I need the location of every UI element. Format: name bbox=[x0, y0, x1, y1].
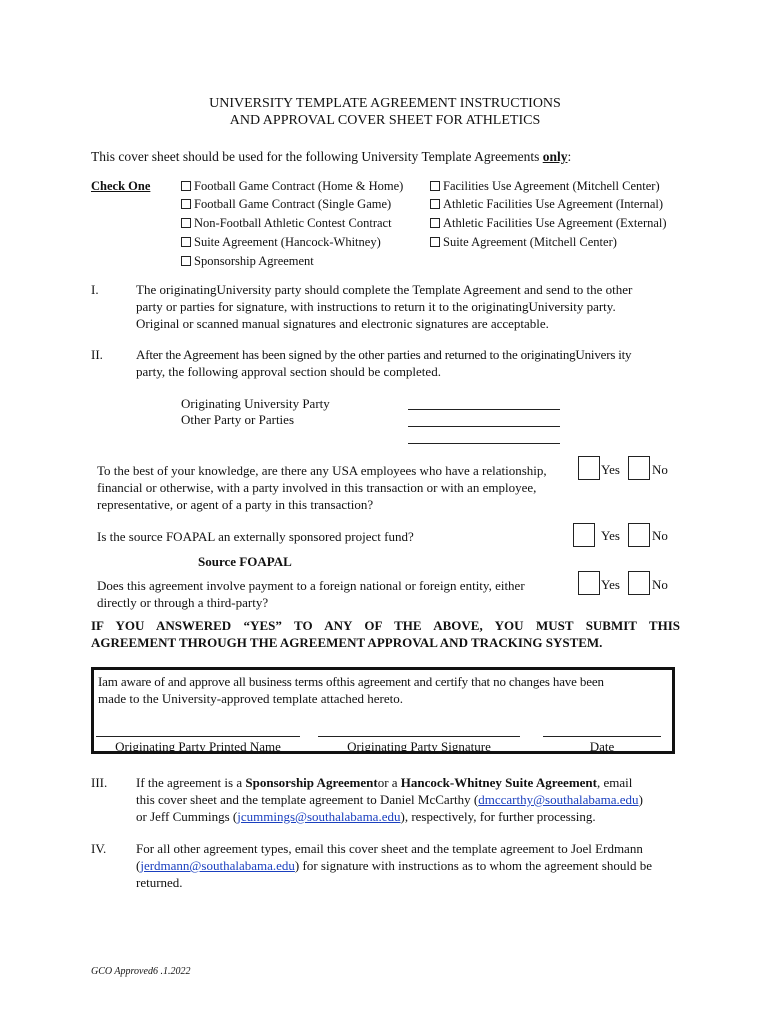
option-football-single-game[interactable] bbox=[181, 197, 391, 212]
text-run: or Jeff Cummings ( bbox=[136, 809, 238, 824]
checkbox-icon[interactable] bbox=[181, 237, 191, 247]
originating-party-label: Originating University Party bbox=[181, 396, 330, 411]
warning-text bbox=[91, 617, 680, 651]
intro-main: This cover sheet should be used for the following University Template Agreements bbox=[91, 149, 540, 164]
option-label: Sponsorship Agreement bbox=[194, 254, 314, 268]
option-football-home-home[interactable] bbox=[181, 179, 403, 194]
option-athletic-facilities-internal[interactable] bbox=[430, 197, 663, 212]
check-one-label bbox=[91, 179, 150, 194]
hancock-whitney-text: Hancock-Whitney Suite Agreement bbox=[400, 775, 597, 790]
option-label: Football Game Contract (Home & Home) bbox=[194, 179, 404, 193]
option-label: Football Game Contract (Single Game) bbox=[194, 197, 392, 211]
option-athletic-facilities-external[interactable] bbox=[430, 216, 667, 231]
section-1-line: Original or scanned manual signatures and electronic signatures are acceptable. bbox=[136, 316, 549, 331]
text-run: , email bbox=[596, 775, 633, 790]
other-party-label: Other Party or Parties bbox=[181, 412, 295, 427]
footer-approval-note: GCO Approved6 .1.2022 bbox=[91, 966, 191, 977]
section-4-line-2 bbox=[136, 857, 681, 874]
section-2-text bbox=[136, 346, 681, 380]
section-1-text bbox=[136, 281, 681, 332]
option-suite-mitchell[interactable] bbox=[430, 235, 617, 250]
q1-no-checkbox[interactable] bbox=[628, 456, 650, 480]
checkbox-icon[interactable] bbox=[181, 181, 191, 191]
text-run: this cover sheet and the template agreement to Daniel McCarthy ( bbox=[136, 792, 479, 807]
q1-no-label: No bbox=[652, 462, 668, 477]
title-line-1: UNIVERSITY TEMPLATE AGREEMENT INSTRUCTIONS bbox=[209, 96, 561, 111]
q3-yes-label: Yes bbox=[601, 577, 620, 592]
certification-line: Iam aware of and approve all business terms ofthis agreement and certify that no changes have been bbox=[98, 674, 604, 689]
section-1-line: The originatingUniversity party should complete the Template Agreement and send to the other bbox=[136, 282, 633, 297]
warning-line: IF YOU ANSWERED “YES” TO ANY OF THE ABOVE, YOU MUST SUBMIT THIS bbox=[91, 618, 680, 633]
check-one-text: Check One bbox=[91, 179, 151, 193]
option-non-football-contest[interactable] bbox=[181, 216, 392, 231]
section-1-numeral: I. bbox=[91, 282, 99, 297]
section-3-line-3 bbox=[136, 808, 681, 825]
option-label: Suite Agreement (Hancock-Whitney) bbox=[194, 235, 381, 249]
checkbox-icon[interactable] bbox=[430, 218, 440, 228]
q2-yes-checkbox[interactable] bbox=[573, 523, 595, 547]
section-4-numeral: IV. bbox=[91, 841, 107, 856]
q3-no-label: No bbox=[652, 577, 668, 592]
warning-line: AGREEMENT THROUGH THE AGREEMENT APPROVAL AND TRACKING SYSTEM. bbox=[91, 635, 603, 650]
text-run: or a bbox=[377, 775, 401, 790]
section-3-numeral: III. bbox=[91, 775, 108, 790]
signature-field[interactable] bbox=[318, 736, 520, 737]
q3-yes-checkbox[interactable] bbox=[578, 571, 600, 595]
printed-name-field[interactable] bbox=[96, 736, 300, 737]
section-3-text bbox=[136, 774, 681, 825]
date-label: Date bbox=[589, 739, 615, 754]
checkbox-icon[interactable] bbox=[181, 256, 191, 266]
other-party-field-2[interactable] bbox=[408, 443, 560, 444]
originating-party-field[interactable] bbox=[408, 409, 560, 410]
sponsorship-agreement-text: Sponsorship Agreement bbox=[245, 775, 378, 790]
option-label: Athletic Facilities Use Agreement (Internal) bbox=[443, 197, 664, 211]
option-label: Non-Football Athletic Contest Contract bbox=[194, 216, 392, 230]
question-line: Does this agreement involve payment to a foreign national or foreign entity, either bbox=[97, 578, 525, 593]
section-3-line-1 bbox=[136, 774, 681, 791]
option-label: Facilities Use Agreement (Mitchell Center) bbox=[443, 179, 660, 193]
dmccarthy-email-link[interactable]: dmccarthy@southalabama.edu bbox=[478, 792, 639, 807]
section-1-line: party or parties for signature, with instructions to return it to the originatingUniversity party. bbox=[136, 299, 616, 314]
other-party-field-1[interactable] bbox=[408, 426, 560, 427]
jerdmann-email-link[interactable]: jerdmann@southalabama.edu bbox=[140, 858, 295, 873]
option-label: Suite Agreement (Mitchell Center) bbox=[443, 235, 617, 249]
section-2-line: After the Agreement has been signed by the other parties and returned to the originatingUnivers ity bbox=[136, 347, 632, 362]
intro-only: only bbox=[542, 149, 568, 164]
section-4-line-1: For all other agreement types, email this cover sheet and the template agreement to Joel Erdmann bbox=[136, 841, 643, 856]
certification-text bbox=[98, 673, 673, 707]
q2-no-checkbox[interactable] bbox=[628, 523, 650, 547]
printed-name-label: Originating Party Printed Name bbox=[115, 739, 281, 754]
checkbox-icon[interactable] bbox=[181, 218, 191, 228]
question-foreign-payment bbox=[97, 577, 577, 611]
text-run: If the agreement is a bbox=[136, 775, 246, 790]
option-label: Athletic Facilities Use Agreement (External) bbox=[443, 216, 667, 230]
option-facilities-mitchell[interactable] bbox=[430, 179, 660, 194]
text-run: ), respectively, for further processing. bbox=[400, 809, 596, 824]
source-foapal-text: Source FOAPAL bbox=[198, 554, 292, 569]
section-4-line-3: returned. bbox=[136, 875, 183, 890]
date-field[interactable] bbox=[543, 736, 661, 737]
q2-yes-label: Yes bbox=[601, 528, 620, 543]
section-4-text bbox=[136, 840, 681, 891]
section-3-line-2 bbox=[136, 791, 681, 808]
option-sponsorship[interactable] bbox=[181, 254, 314, 269]
question-line: representative, or agent of a party in this transaction? bbox=[97, 497, 374, 512]
intro-text bbox=[91, 148, 571, 165]
signature-label: Originating Party Signature bbox=[347, 739, 491, 754]
text-run: ) for signature with instructions as to whom the agreement should be bbox=[294, 858, 652, 873]
q1-yes-label: Yes bbox=[601, 462, 620, 477]
option-suite-hancock-whitney[interactable] bbox=[181, 235, 381, 250]
section-2-line: party, the following approval section should be completed. bbox=[136, 364, 441, 379]
question-line: To the best of your knowledge, are there any USA employees who have a relationship, bbox=[97, 463, 547, 478]
q3-no-checkbox[interactable] bbox=[628, 571, 650, 595]
title-line-2: AND APPROVAL COVER SHEET FOR ATHLETICS bbox=[229, 113, 541, 128]
jcummings-email-link[interactable]: jcummings@southalabama.edu bbox=[237, 809, 401, 824]
certification-line: made to the University-approved template attached hereto. bbox=[98, 691, 404, 706]
checkbox-icon[interactable] bbox=[181, 199, 191, 209]
q1-yes-checkbox[interactable] bbox=[578, 456, 600, 480]
q2-no-label: No bbox=[652, 528, 668, 543]
question-relationship bbox=[97, 462, 577, 513]
question-foapal: Is the source FOAPAL an externally sponsored project fund? bbox=[97, 529, 414, 544]
question-line: directly or through a third-party? bbox=[97, 595, 269, 610]
source-foapal-label bbox=[198, 553, 292, 570]
checkbox-icon[interactable] bbox=[430, 237, 440, 247]
question-line: financial or otherwise, with a party involved in this transaction or with an employee, bbox=[97, 480, 537, 495]
intro-colon: : bbox=[567, 149, 572, 164]
checkbox-icon[interactable] bbox=[430, 181, 440, 191]
section-2-numeral: II. bbox=[91, 347, 103, 362]
checkbox-icon[interactable] bbox=[430, 199, 440, 209]
text-run: ) bbox=[638, 792, 643, 807]
text-run: ( bbox=[136, 858, 141, 873]
